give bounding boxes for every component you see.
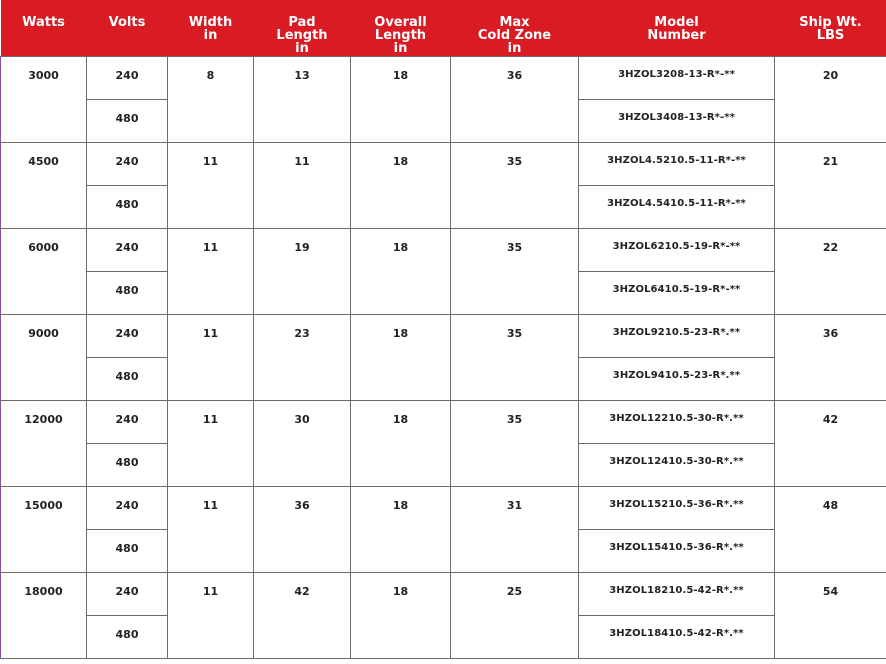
header-line: Length [374,28,427,43]
header-line: Number [647,28,706,43]
width-cell: 11 [168,572,254,658]
table-row [1,228,886,271]
model-number-cell: 3HZOL12210.5-30-R*.** [579,400,775,443]
model-number-header [579,0,775,56]
overall-length-cell: 18 [351,228,451,314]
width-cell: 11 [168,142,254,228]
volts-cell: 480 [87,185,168,228]
pad-length-cell: 19 [254,228,351,314]
overall-length-cell: 18 [351,486,451,572]
pad-length-cell: 42 [254,572,351,658]
model-number-cell: 3HZOL6210.5-19-R*-** [579,228,775,271]
volts-cell: 480 [87,443,168,486]
header-line: Watts [22,15,65,30]
header-line: Cold Zone [477,28,552,43]
table-row [1,486,886,529]
header-line: Ship Wt. [799,15,862,30]
overall-length-header [351,0,451,56]
pad-length-cell: 23 [254,314,351,400]
overall-length-cell: 18 [351,314,451,400]
table-row [1,142,886,185]
watts-cell: 3000 [1,56,87,142]
ship-wt-cell: 21 [775,142,886,228]
header-line: Max [499,15,530,30]
model-number-cell: 3HZOL6410.5-19-R*-** [579,271,775,314]
model-number-cell: 3HZOL9210.5-23-R*.** [579,314,775,357]
volts-cell: 480 [87,615,168,658]
overall-length-cell: 18 [351,572,451,658]
watts-cell: 15000 [1,486,87,572]
volts-cell: 240 [87,56,168,99]
table-row [1,572,886,615]
header-line: LBS [816,28,845,43]
volts-cell: 240 [87,314,168,357]
watts-cell: 6000 [1,228,87,314]
volts-cell: 480 [87,271,168,314]
header-row [1,0,886,56]
header-line: in [203,28,218,43]
model-number-cell: 3HZOL4.5210.5-11-R*-** [579,142,775,185]
overall-length-cell: 18 [351,142,451,228]
max-cold-zone-cell: 35 [451,314,579,400]
volts-header [87,0,168,56]
volts-cell: 240 [87,400,168,443]
model-number-cell: 3HZOL18210.5-42-R*.** [579,572,775,615]
header-line: in [295,41,309,56]
watts-cell: 4500 [1,142,87,228]
volts-cell: 480 [87,99,168,142]
max-cold-zone-cell: 35 [451,142,579,228]
header-line: Model [654,15,699,30]
max-cold-zone-cell: 25 [451,572,579,658]
pad-length-cell: 13 [254,56,351,142]
header-line: in [393,41,408,56]
watts-cell: 9000 [1,314,87,400]
table-row [1,314,886,357]
width-cell: 11 [168,486,254,572]
table-row [1,400,886,443]
header-line: Length [276,28,328,43]
ship-wt-cell: 36 [775,314,886,400]
volts-cell: 240 [87,572,168,615]
model-number-cell: 3HZOL15410.5-36-R*.** [579,529,775,572]
model-number-cell: 3HZOL18410.5-42-R*.** [579,615,775,658]
volts-cell: 480 [87,357,168,400]
pad-length-cell: 11 [254,142,351,228]
width-header [168,0,254,56]
volts-cell: 480 [87,529,168,572]
pad-length-cell: 30 [254,400,351,486]
ship-wt-cell: 22 [775,228,886,314]
model-number-cell: 3HZOL4.5410.5-11-R*-** [579,185,775,228]
max-cold-zone-cell: 35 [451,228,579,314]
pad-length-header [254,0,351,56]
ship-wt-cell: 48 [775,486,886,572]
header-line: Pad [288,15,316,30]
header-line: Overall [374,15,427,30]
model-number-cell: 3HZOL12410.5-30-R*.** [579,443,775,486]
model-number-cell: 3HZOL3408-13-R*-** [579,99,775,142]
header-line: Volts [108,15,146,30]
table-row [1,56,886,99]
model-number-cell: 3HZOL3208-13-R*-** [579,56,775,99]
max-cold-zone-cell: 31 [451,486,579,572]
header-line: in [507,41,522,56]
ship-wt-header [775,0,886,56]
overall-length-cell: 18 [351,400,451,486]
model-number-cell: 3HZOL9410.5-23-R*.** [579,357,775,400]
header-line: Width [188,15,233,30]
max-cold-zone-cell: 35 [451,400,579,486]
pad-length-cell: 36 [254,486,351,572]
max-cold-zone-header [451,0,579,56]
width-cell: 11 [168,228,254,314]
volts-cell: 240 [87,142,168,185]
width-cell: 11 [168,400,254,486]
watts-header [1,0,87,56]
watts-cell: 12000 [1,400,87,486]
max-cold-zone-cell: 36 [451,56,579,142]
watts-cell: 18000 [1,572,87,658]
overall-length-cell: 18 [351,56,451,142]
ship-wt-cell: 42 [775,400,886,486]
width-cell: 8 [168,56,254,142]
width-cell: 11 [168,314,254,400]
ship-wt-cell: 54 [775,572,886,658]
table-body [1,56,886,658]
volts-cell: 240 [87,486,168,529]
model-number-cell: 3HZOL15210.5-36-R*.** [579,486,775,529]
volts-cell: 240 [87,228,168,271]
ship-wt-cell: 20 [775,56,886,142]
